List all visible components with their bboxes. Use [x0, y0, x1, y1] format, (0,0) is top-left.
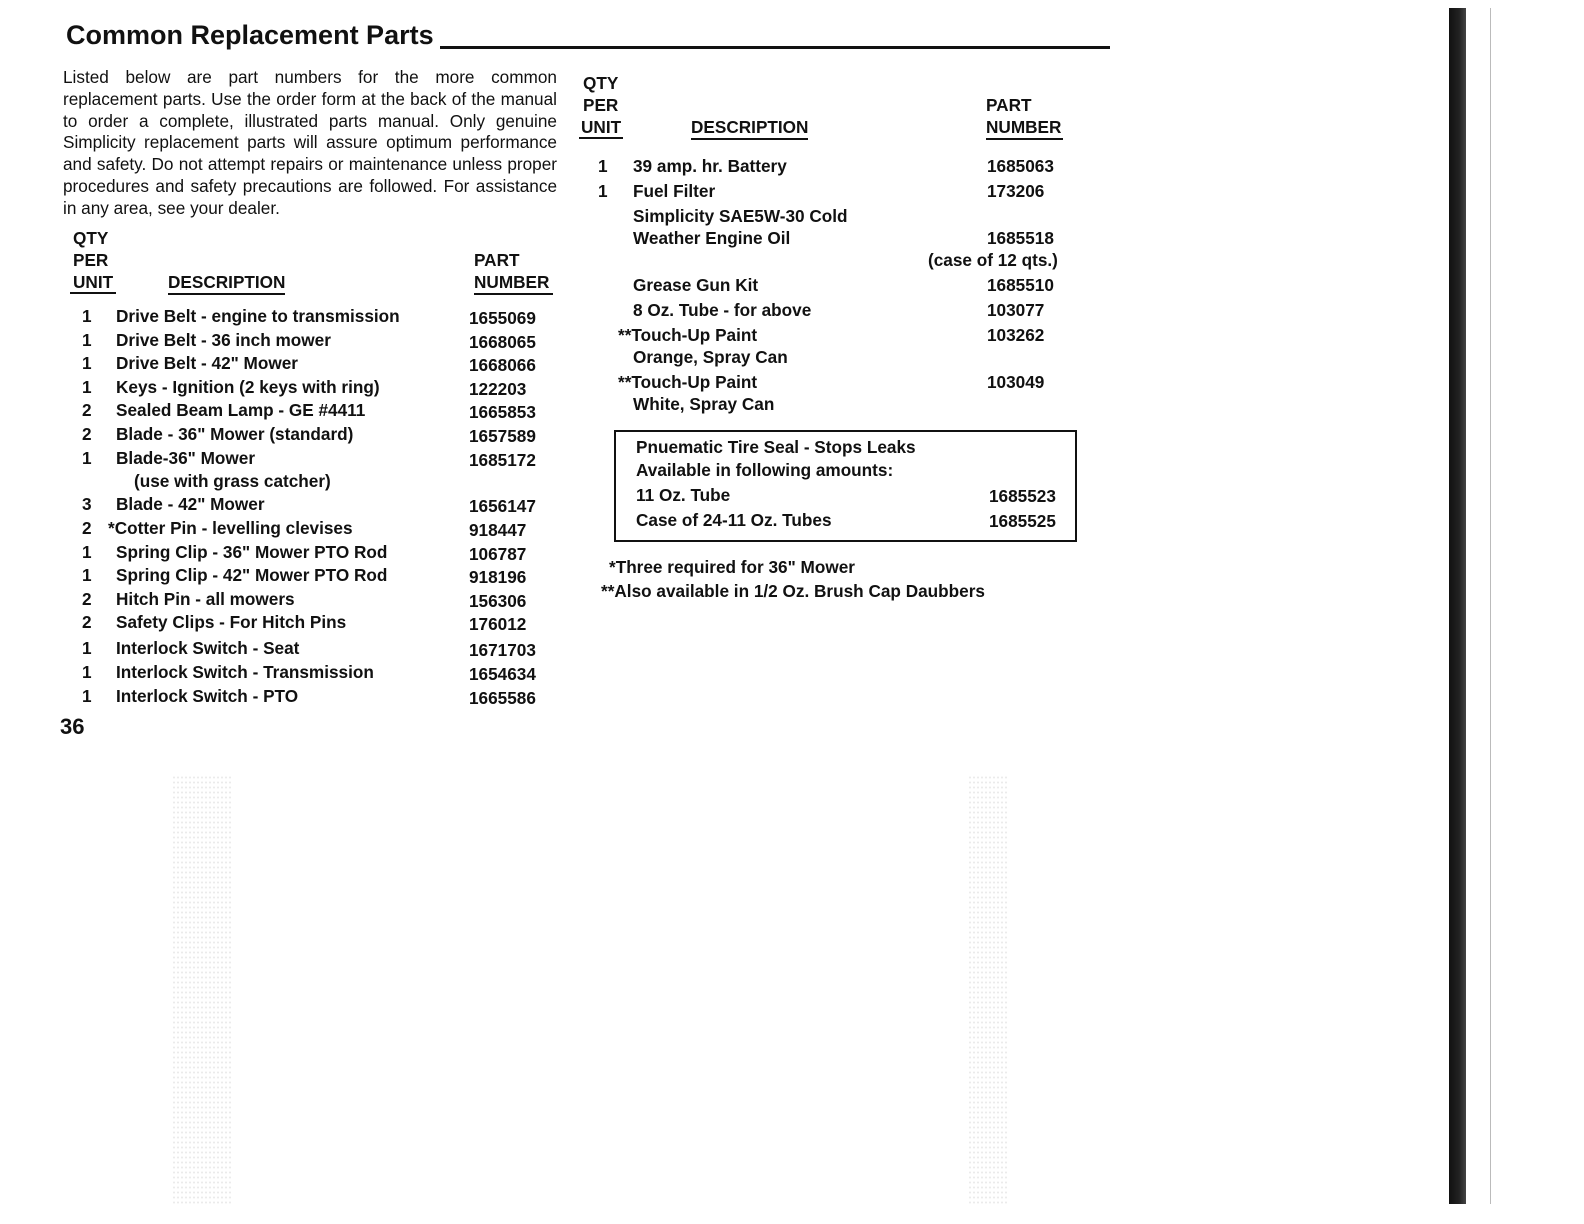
- description-cell: Fuel Filter: [633, 181, 716, 201]
- right-part-header: [986, 94, 1063, 138]
- description-header: DESCRIPTION: [691, 117, 808, 140]
- table-row: [0, 518, 600, 542]
- part-number-cell: 1671703: [469, 640, 536, 660]
- tire-seal-item1-desc: 11 Oz. Tube: [636, 485, 731, 505]
- qty-header-line3: UNIT: [70, 272, 116, 294]
- qty-cell: 2: [82, 612, 92, 632]
- part-number-cell: 918196: [469, 567, 527, 587]
- description-line2: Orange, Spray Can: [633, 347, 788, 367]
- footnote-2: **Also available in 1/2 Oz. Brush Cap Daubbers: [601, 581, 985, 601]
- description-line2: Weather Engine Oil: [633, 228, 791, 248]
- part-header-line1: PART: [986, 95, 1032, 115]
- part-header-line1: PART: [474, 250, 520, 270]
- description-cell: Spring Clip - 36" Mower PTO Rod: [116, 542, 388, 562]
- table-row: [0, 300, 1100, 324]
- part-number-cell: 1685063: [987, 156, 1054, 176]
- tire-seal-title: Pnuematic Tire Seal - Stops Leaks: [636, 437, 916, 457]
- part-number-cell: 156306: [469, 591, 527, 611]
- qty-cell: 1: [82, 306, 92, 326]
- qty-cell: 1: [82, 353, 92, 373]
- description-header: DESCRIPTION: [168, 272, 285, 295]
- table-row: [0, 612, 600, 636]
- part-number-cell: 1685510: [987, 275, 1054, 295]
- table-row: [0, 565, 600, 589]
- table-row: [0, 325, 1100, 349]
- qty-cell: 2: [82, 518, 92, 538]
- part-number-note: (case of 12 qts.): [928, 250, 1058, 270]
- description-cell: *Cotter Pin - levelling clevises: [108, 518, 353, 538]
- description-cell: Interlock Switch - PTO: [116, 686, 299, 706]
- tire-seal-availability: Available in following amounts:: [636, 460, 894, 480]
- table-row: [0, 275, 1100, 299]
- description-cell: Drive Belt - 36 inch mower: [116, 330, 331, 350]
- qty-cell: 3: [82, 494, 92, 514]
- page-edge-line: [1490, 8, 1491, 1204]
- description-cell: Simplicity SAE5W-30 Cold: [633, 206, 848, 226]
- description-cell: Safety Clips - For Hitch Pins: [116, 612, 347, 632]
- part-header-line2: NUMBER: [986, 117, 1063, 140]
- table-row: [0, 686, 600, 710]
- tire-seal-item1-part: 1685523: [989, 486, 1056, 506]
- table-row: [0, 156, 1100, 180]
- qty-header-line2: PER: [583, 95, 619, 115]
- description-cell: Spring Clip - 42" Mower PTO Rod: [116, 565, 388, 585]
- table-row: [0, 424, 600, 448]
- qty-cell: 1: [598, 156, 608, 176]
- part-number-cell: 103077: [987, 300, 1045, 320]
- table-row: [0, 589, 600, 613]
- qty-cell: 1: [82, 448, 92, 468]
- part-number-cell: 1685518: [987, 228, 1054, 248]
- part-number-cell: 122203: [469, 379, 527, 399]
- qty-cell: 1: [82, 686, 92, 706]
- description-cell: Interlock Switch - Seat: [116, 638, 300, 658]
- binding-shadow: [1449, 8, 1466, 1204]
- intro-paragraph: Listed below are part numbers for the more common replacement parts. Use the order form at the back of the manual to order a complete, illustrated parts manual. Only genuine Simplicity replacement parts will assure optimum performance and safety. Do not attempt repairs or maintenance unless proper procedures and safety precautions are followed. For assistance in any area, see your dealer.: [63, 67, 557, 218]
- scan-speckle-left: [172, 775, 232, 1205]
- qty-header-line3: UNIT: [581, 117, 622, 137]
- part-number-cell: 1654634: [469, 664, 536, 684]
- scan-speckle-right: [968, 775, 1008, 1205]
- description-cell: Interlock Switch - Transmission: [116, 662, 374, 682]
- description-cell: Hitch Pin - all mowers: [116, 589, 295, 609]
- qty-header-line1: QTY: [73, 228, 109, 248]
- part-number-cell: 918447: [469, 520, 527, 540]
- part-number-cell: 1668066: [469, 355, 536, 375]
- qty-cell: 1: [82, 638, 92, 658]
- tire-seal-item2-part: 1685525: [989, 511, 1056, 531]
- qty-cell: 2: [82, 424, 92, 444]
- qty-cell: 1: [82, 565, 92, 585]
- part-number-cell: 1685172: [469, 450, 536, 470]
- part-number-cell: 1657589: [469, 426, 536, 446]
- part-number-cell: 1668065: [469, 332, 536, 352]
- description-cell: **Touch-Up Paint: [618, 325, 758, 345]
- description-cell: **Touch-Up Paint: [618, 372, 758, 392]
- qty-cell: 1: [82, 377, 92, 397]
- table-row: [0, 542, 600, 566]
- page-title: Common Replacement Parts: [66, 20, 434, 50]
- part-number-cell: 1665853: [469, 402, 536, 422]
- qty-header-line1: QTY: [583, 73, 619, 93]
- description-note: (use with grass catcher): [134, 471, 331, 491]
- part-number-cell: 173206: [987, 181, 1045, 201]
- part-number-cell: 176012: [469, 614, 527, 634]
- part-number-cell: 103049: [987, 372, 1045, 392]
- table-row: [0, 448, 600, 472]
- description-line2: White, Spray Can: [633, 394, 775, 414]
- qty-cell: 1: [82, 330, 92, 350]
- right-description-header: [691, 116, 808, 138]
- description-cell: 8 Oz. Tube - for above: [633, 300, 812, 320]
- part-header-line2: NUMBER: [474, 272, 553, 295]
- table-row: [0, 181, 1100, 205]
- part-number-cell: 106787: [469, 544, 527, 564]
- qty-cell: 1: [82, 542, 92, 562]
- qty-cell: 2: [82, 589, 92, 609]
- tire-seal-item2-desc: Case of 24-11 Oz. Tubes: [636, 510, 832, 530]
- description-cell: Drive Belt - engine to transmission: [116, 306, 400, 326]
- description-cell: Blade - 36" Mower (standard): [116, 424, 354, 444]
- part-header-line2-wrap: [986, 116, 1063, 138]
- table-row: [0, 638, 600, 662]
- qty-cell: 2: [82, 400, 92, 420]
- description-cell: Blade-36" Mower: [116, 448, 256, 468]
- part-number-cell: 1665586: [469, 688, 536, 708]
- table-row: [0, 372, 1100, 396]
- description-cell: Keys - Ignition (2 keys with ring): [116, 377, 380, 397]
- description-cell: Grease Gun Kit: [633, 275, 759, 295]
- right-qty-header: [583, 72, 623, 138]
- qty-header-line2: PER: [73, 250, 109, 270]
- part-number-cell: 1655069: [469, 308, 536, 328]
- description-cell: Sealed Beam Lamp - GE #4411: [116, 400, 366, 420]
- description-cell: Blade - 42" Mower: [116, 494, 265, 514]
- tire-seal-box: [614, 430, 1077, 542]
- qty-header-line3-wrap: [583, 116, 623, 138]
- description-cell: 39 amp. hr. Battery: [633, 156, 787, 176]
- part-number-cell: 103262: [987, 325, 1045, 345]
- table-row: [0, 494, 600, 518]
- qty-cell: 1: [82, 662, 92, 682]
- qty-cell: 1: [598, 181, 608, 201]
- description-cell: Drive Belt - 42" Mower: [116, 353, 298, 373]
- page-number: 36: [60, 714, 85, 739]
- footnote-1: *Three required for 36" Mower: [609, 557, 855, 577]
- right-parts-table: [0, 0, 1120, 420]
- part-number-cell: 1656147: [469, 496, 536, 516]
- table-row: [0, 662, 600, 686]
